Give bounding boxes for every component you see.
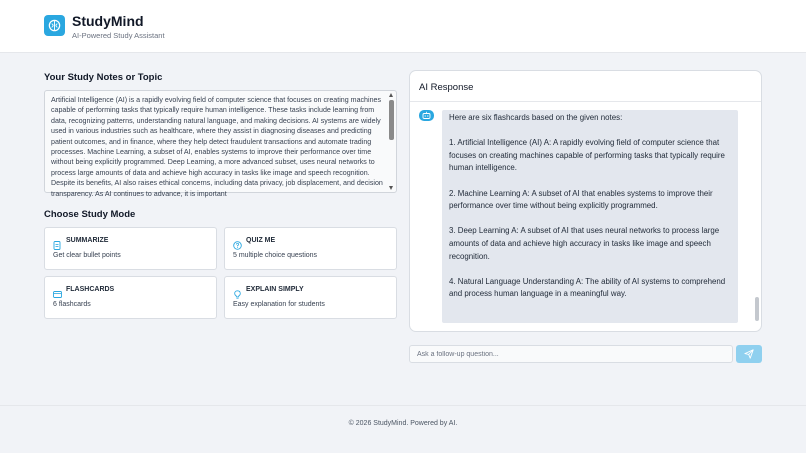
app-footer: [0, 405, 806, 453]
mode-flashcards-button[interactable]: [44, 276, 217, 319]
mode-title: SUMMARIZE: [66, 237, 109, 244]
scroll-down-icon[interactable]: [389, 186, 393, 190]
message-content: [449, 112, 729, 314]
scroll-thumb[interactable]: [389, 100, 394, 140]
mode-quiz-button[interactable]: [224, 227, 397, 270]
notes-heading: Your Study Notes or Topic: [44, 72, 163, 83]
mode-title: FLASHCARDS: [66, 286, 115, 293]
response-title: AI Response: [419, 82, 474, 93]
message-paragraph: 4. Natural Language Understanding A: The ability of AI systems to comprehend and process human language in a meaningful way.: [449, 276, 726, 299]
message-paragraph: 1. Artificial Intelligence (AI) A: A rapidly evolving field of computer science that focuses on creating machines capable of performing tasks that typically require human intelligence.: [449, 138, 725, 173]
scroll-up-icon[interactable]: [389, 93, 393, 97]
mode-explain-button[interactable]: [224, 276, 397, 319]
message-paragraph: Here are six flashcards based on the given notes:: [449, 113, 623, 122]
robot-icon: [419, 110, 434, 121]
send-icon: [744, 349, 754, 359]
mode-desc: 6 flashcards: [53, 301, 91, 308]
mode-summarize-button[interactable]: [44, 227, 217, 270]
mode-desc: Easy explanation for students: [233, 301, 325, 308]
notes-text[interactable]: Artificial Intelligence (AI) is a rapidly evolving field of computer science that focuses on creating machines capable of performing tasks that typically require human intelligence. These tasks include learning from data, recognizing patterns, understanding natural language, and making decisions. AI systems are widely used in various industries such as healthcare, where they assist in diagnosing diseases and predicting patient outcomes, and in finance, where they help detect fraudulent transactions and automate trading processes. Machine Learning, a subset of AI, enables systems to improve their performance over time without being explicitly programmed. Deep Learning, a more advanced subset, uses neural networks to process large amounts of data and achieve high accuracy in tasks like image and speech recognition. Despite its benefits, AI also raises ethical concerns, including data privacy, job displacement, and decision transparency. As AI continues to advance, it is important: [51, 96, 383, 198]
mode-title: EXPLAIN SIMPLY: [246, 286, 304, 293]
send-button[interactable]: [736, 345, 762, 363]
app-title: StudyMind: [72, 13, 144, 29]
response-scrollbar[interactable]: [755, 297, 759, 321]
notes-scrollbar[interactable]: [387, 91, 396, 192]
response-header: [410, 71, 761, 102]
app-subtitle: AI-Powered Study Assistant: [72, 31, 165, 40]
brain-icon: [44, 15, 65, 36]
footer-text: © 2026 StudyMind. Powered by AI.: [348, 420, 458, 427]
app-header: [0, 0, 806, 53]
message-paragraph: 2. Machine Learning A: A subset of AI that enables systems to improve their performance over time without being explicitly programmed.: [449, 188, 713, 211]
followup-input[interactable]: [409, 345, 733, 363]
modes-heading: Choose Study Mode: [44, 209, 136, 220]
mode-title: QUIZ ME: [246, 237, 276, 244]
ai-message: [442, 110, 738, 323]
mode-desc: 5 multiple choice questions: [233, 252, 318, 259]
message-paragraph: 3. Deep Learning A: A subset of AI that uses neural networks to process large amounts of data and achieve high accuracy in tasks like image and speech recognition.: [449, 226, 720, 261]
notes-textarea[interactable]: [44, 90, 397, 198]
ai-response-panel: [409, 70, 762, 332]
mode-desc: Get clear bullet points: [53, 252, 121, 259]
